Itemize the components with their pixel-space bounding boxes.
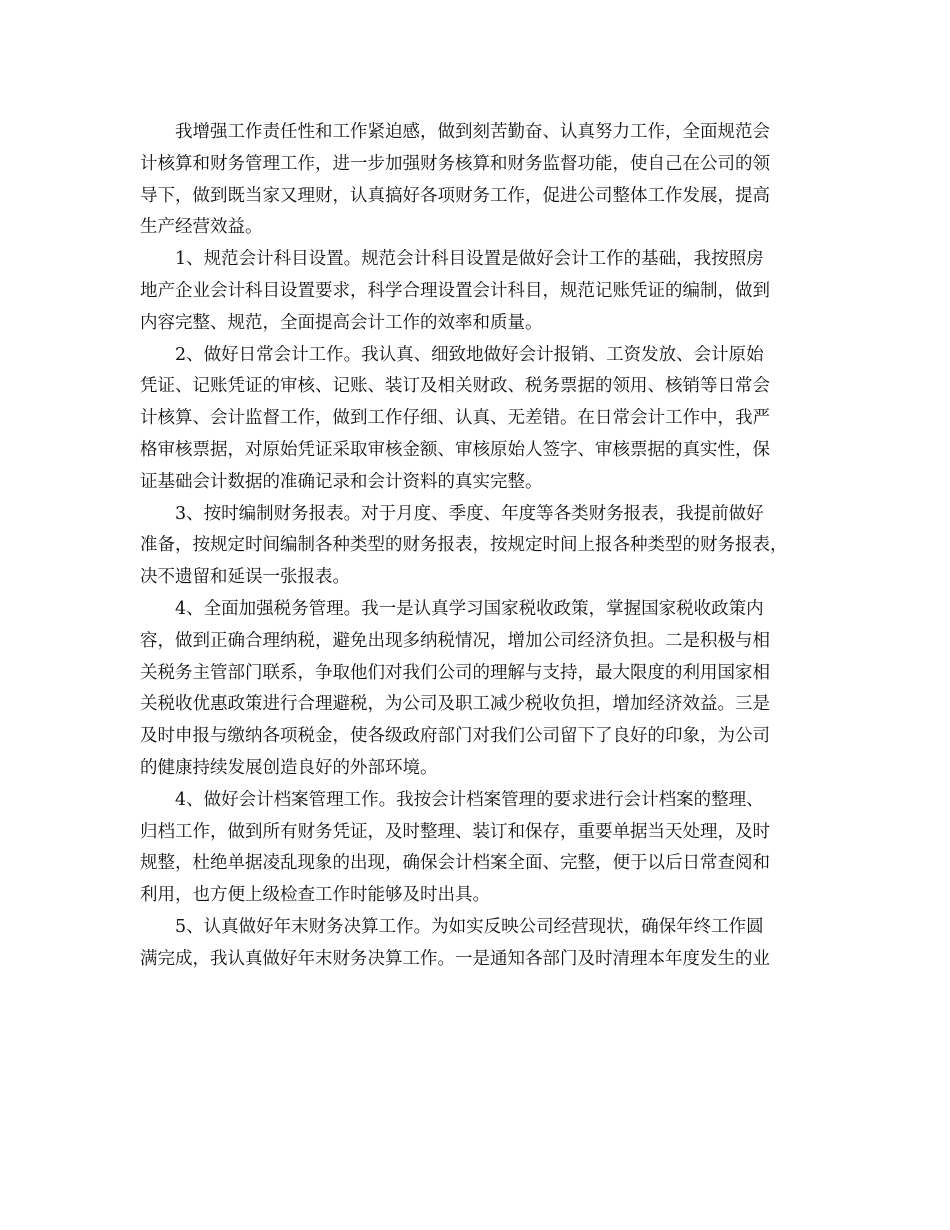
text-line: 2、做好日常会计工作。我认真、细致地做好会计报销、工资发放、会计原始 bbox=[175, 344, 764, 365]
text-line: 计核算、会计监督工作，做到工作仔细、认真、无差错。在日常会计工作中，我严 bbox=[140, 408, 770, 429]
paragraph-item-4a bbox=[140, 594, 810, 785]
paragraph-item-5 bbox=[140, 912, 810, 976]
text-line: 关税收优惠政策进行合理避税，为公司及职工减少税收负担，增加经济效益。三是 bbox=[140, 694, 770, 715]
text-line: 导下，做到既当家又理财，认真搞好各项财务工作，促进公司整体工作发展，提高 bbox=[140, 185, 770, 206]
text-line: 格审核票据，对原始凭证采取审核金额、审核原始人签字、审核票据的真实性，保 bbox=[140, 439, 770, 460]
text-line: 4、做好会计档案管理工作。我按会计档案管理的要求进行会计档案的整理、 bbox=[175, 789, 764, 810]
text-line: 规整，杜绝单据凌乱现象的出现，确保会计档案全面、完整，便于以后日常查阅和 bbox=[140, 853, 770, 874]
text-line: 满完成，我认真做好年末财务决算工作。一是通知各部门及时清理本年度发生的业 bbox=[140, 948, 770, 969]
paragraph-item-2 bbox=[140, 340, 810, 499]
text-line: 计核算和财务管理工作，进一步加强财务核算和财务监督功能，使自己在公司的领 bbox=[140, 153, 770, 174]
paragraph-item-4b bbox=[140, 785, 810, 912]
text-line: 归档工作，做到所有财务凭证，及时整理、装订和保存，重要单据当天处理，及时 bbox=[140, 821, 770, 842]
text-line: 利用，也方便上级检查工作时能够及时出具。 bbox=[140, 885, 490, 906]
text-line: 决不遗留和延误一张报表。 bbox=[140, 567, 350, 588]
text-line: 内容完整、规范，全面提高会计工作的效率和质量。 bbox=[140, 312, 543, 333]
text-line: 我增强工作责任性和工作紧迫感，做到刻苦勤奋、认真努力工作，全面规范会 bbox=[175, 122, 770, 142]
paragraph-item-1 bbox=[140, 244, 810, 339]
text-line: 凭证、记账凭证的审核、记账、装订及相关财政、税务票据的领用、核销等日常会 bbox=[140, 376, 770, 397]
document-page bbox=[140, 117, 810, 976]
text-line: 1、规范会计科目设置。规范会计科目设置是做好会计工作的基础，我按照房 bbox=[175, 249, 764, 270]
text-line: 关税务主管部门联系，争取他们对我们公司的理解与支持，最大限度的利用国家相 bbox=[140, 662, 770, 683]
paragraph-item-3 bbox=[140, 499, 810, 594]
text-line: 生产经营效益。 bbox=[140, 217, 263, 238]
text-line: 容，做到正确合理纳税，避免出现多纳税情况，增加公司经济负担。二是积极与相 bbox=[140, 630, 770, 651]
text-line: 3、按时编制财务报表。对于月度、季度、年度等各类财务报表，我提前做好 bbox=[175, 503, 764, 524]
text-line: 地产企业会计科目设置要求，科学合理设置会计科目，规范记账凭证的编制，做到 bbox=[140, 280, 770, 301]
text-line: 的健康持续发展创造良好的外部环境。 bbox=[140, 757, 438, 778]
text-line: 准备，按规定时间编制各种类型的财务报表，按规定时间上报各种类型的财务报表， bbox=[140, 535, 788, 556]
paragraph-intro bbox=[140, 117, 810, 244]
text-line: 及时申报与缴纳各项税金，使各级政府部门对我们公司留下了良好的印象，为公司 bbox=[140, 726, 770, 747]
text-line: 5、认真做好年末财务决算工作。为如实反映公司经营现状，确保年终工作圆 bbox=[175, 916, 764, 937]
text-line: 证基础会计数据的准确记录和会计资料的真实完整。 bbox=[140, 471, 543, 492]
text-line: 4、全面加强税务管理。我一是认真学习国家税收政策，掌握国家税收政策内 bbox=[175, 598, 764, 619]
